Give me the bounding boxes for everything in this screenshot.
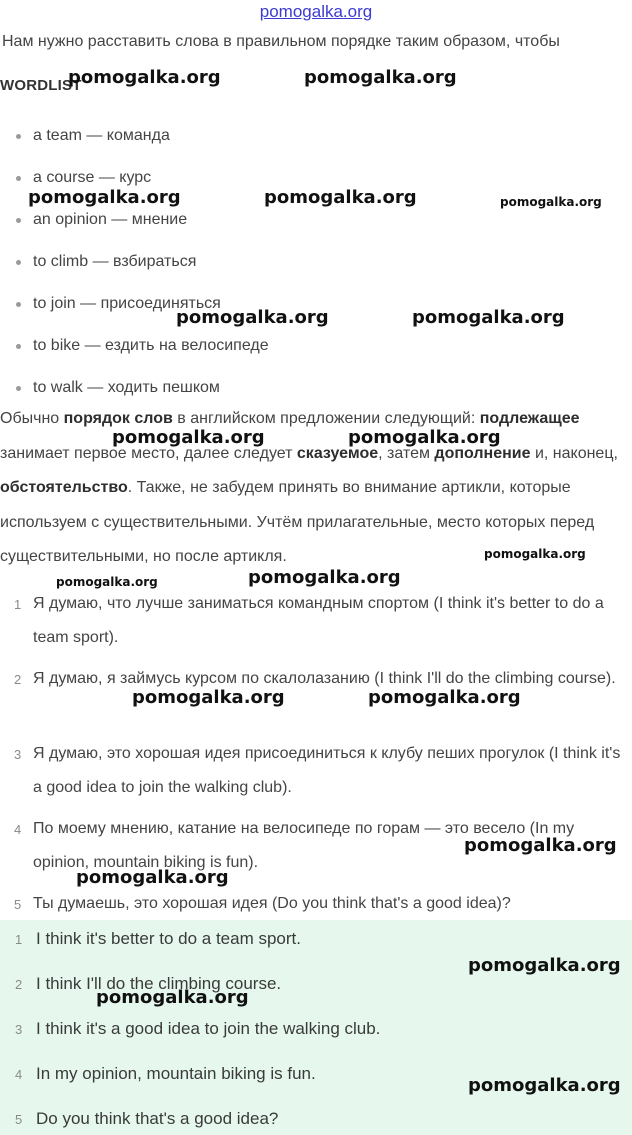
watermark: pomogalka.org: [348, 427, 501, 448]
answer-number: 3: [15, 1022, 23, 1037]
watermark: pomogalka.org: [484, 547, 586, 561]
watermark: pomogalka.org: [264, 187, 417, 208]
answers-panel: [0, 920, 632, 1135]
watermark: pomogalka.org: [468, 1075, 621, 1096]
answer-number: 2: [15, 977, 23, 992]
answer-number: 1: [15, 932, 23, 947]
bullet-icon: [16, 260, 21, 265]
sentence-number: 5: [14, 897, 22, 912]
bullet-icon: [16, 386, 21, 391]
sentence-number: 2: [14, 672, 22, 687]
sentence-item: По моему мнению, катание на велосипеде по горам — это весело (In my opinion, mountain biking is fun).: [33, 820, 575, 871]
wordlist-heading: WORDLIST: [0, 77, 82, 94]
watermark: pomogalka.org: [28, 187, 181, 208]
watermark: pomogalka.org: [56, 575, 158, 589]
sentence-item: Я думаю, что лучше заниматься командным спортом (I think it's better to do a team sport).: [33, 595, 604, 646]
watermark: pomogalka.org: [176, 307, 329, 328]
list-item: to join — присоединяться: [33, 295, 221, 312]
sentence-item: Я думаю, это хорошая идея присоединиться к клубу пеших прогулок (I think it's a good idea to join the walking club).: [33, 745, 621, 796]
answer-number: 4: [15, 1067, 23, 1082]
answer-item: I think it's a good idea to join the walking club.: [36, 1019, 381, 1038]
list-item: to climb — взбираться: [33, 253, 197, 270]
sentence-item: Ты думаешь, это хорошая идея (Do you think that's a good idea)?: [33, 895, 511, 912]
answer-item: I think I'll do the climbing course.: [36, 974, 282, 993]
answer-item: In my opinion, mountain biking is fun.: [36, 1064, 316, 1083]
watermark: pomogalka.org: [68, 67, 221, 88]
watermark: pomogalka.org: [468, 955, 621, 976]
answer-item: I think it's better to do a team sport.: [36, 929, 301, 948]
watermark: pomogalka.org: [464, 835, 617, 856]
watermark: pomogalka.org: [304, 67, 457, 88]
watermark: pomogalka.org: [500, 195, 602, 209]
list-item: an opinion — мнение: [33, 211, 188, 228]
list-item: to walk — ходить пешком: [33, 379, 220, 396]
intro-text: Нам нужно расставить слова в правильном порядке таким образом, чтобы: [2, 33, 560, 50]
list-item: a course — курс: [33, 169, 152, 186]
list-item: a team — команда: [33, 127, 170, 144]
bullet-icon: [16, 302, 21, 307]
watermark: pomogalka.org: [412, 307, 565, 328]
sentence-number: 3: [14, 747, 22, 762]
watermark: pomogalka.org: [248, 567, 401, 588]
bullet-icon: [16, 134, 21, 139]
sentence-item: Я думаю, я займусь курсом по скалолазанию (I think I'll do the climbing course).: [33, 670, 616, 687]
word-order-rule: Обычно порядок слов в английском предложении следующий: подлежащее занимает первое место, далее следует сказуемое, затем дополнение и, наконец, обстоятельство. Также, не забудем принять во внимание артикли, которые используем с существительными. Учтём прилагательные, место которых перед существительными, но после артикля.: [0, 410, 618, 565]
answer-item: Do you think that's a good idea?: [36, 1109, 279, 1128]
site-link[interactable]: pomogalka.org: [259, 2, 373, 21]
watermark: pomogalka.org: [112, 427, 265, 448]
bullet-icon: [16, 344, 21, 349]
list-item: to bike — ездить на велосипеде: [33, 337, 269, 354]
sentence-number: 4: [14, 822, 22, 837]
bullet-icon: [16, 218, 21, 223]
watermark: pomogalka.org: [96, 987, 249, 1008]
watermark: pomogalka.org: [368, 687, 521, 708]
watermark: pomogalka.org: [76, 867, 229, 888]
answer-number: 5: [15, 1112, 23, 1127]
bullet-icon: [16, 176, 21, 181]
watermark: pomogalka.org: [132, 687, 285, 708]
sentence-number: 1: [14, 597, 22, 612]
